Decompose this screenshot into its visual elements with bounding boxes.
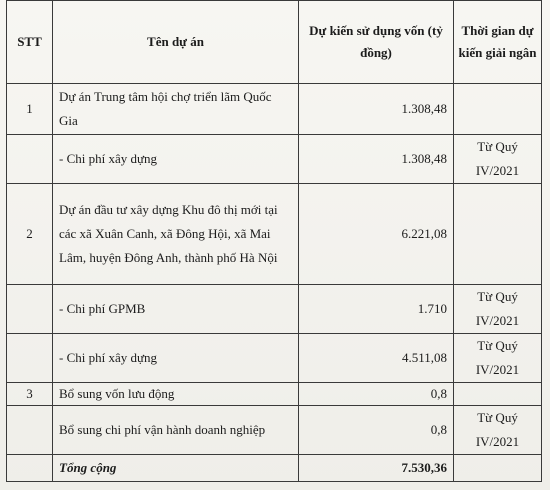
- row-stt: [7, 285, 53, 334]
- table-header-row: [7, 1, 542, 84]
- row-capital: 1.710: [299, 285, 454, 334]
- margin-stamp-mark: [540, 180, 550, 290]
- total-capital: 7.530,36: [299, 455, 454, 482]
- header-project-name: Tên dự án: [53, 1, 299, 84]
- row-time: [454, 184, 542, 285]
- table-row: [7, 334, 542, 383]
- row-capital: 0,8: [299, 383, 454, 406]
- table-row: [7, 285, 542, 334]
- row-project-name: - Chi phí xây dựng: [53, 334, 299, 383]
- row-capital: 4.511,08: [299, 334, 454, 383]
- table-row: [7, 184, 542, 285]
- header-stt: STT: [7, 1, 53, 84]
- row-stt: 3: [7, 383, 53, 406]
- capital-allocation-table: [6, 0, 542, 482]
- row-time: Từ Quý IV/2021: [454, 135, 542, 184]
- total-label: Tổng cộng: [53, 455, 299, 482]
- row-project-name: Bổ sung chi phí vận hành doanh nghiệp: [53, 406, 299, 455]
- table-row: [7, 135, 542, 184]
- table-row: [7, 383, 542, 406]
- row-time: [454, 383, 542, 406]
- row-capital: 1.308,48: [299, 135, 454, 184]
- row-project-name: - Chi phí GPMB: [53, 285, 299, 334]
- table-row: [7, 406, 542, 455]
- total-time-cell: [454, 455, 542, 482]
- total-stt-cell: [7, 455, 53, 482]
- row-project-name: Dự án đầu tư xây dựng Khu đô thị mới tại các xã Xuân Canh, xã Đông Hội, xã Mai Lâm, huyện Đông Anh, thành phố Hà Nội: [53, 184, 299, 285]
- total-row: [7, 455, 542, 482]
- row-stt: [7, 135, 53, 184]
- row-stt: 2: [7, 184, 53, 285]
- row-stt: [7, 406, 53, 455]
- row-stt: [7, 334, 53, 383]
- header-planned-capital: Dự kiến sử dụng vốn (tỷ đồng): [299, 1, 454, 84]
- header-disbursement-time: Thời gian dự kiến giải ngân: [454, 1, 542, 84]
- row-time: Từ Quý IV/2021: [454, 285, 542, 334]
- row-stt: 1: [7, 84, 53, 135]
- row-capital: 6.221,08: [299, 184, 454, 285]
- row-project-name: Dự án Trung tâm hội chợ triển lãm Quốc Gia: [53, 84, 299, 135]
- row-time: [454, 84, 542, 135]
- row-time: Từ Quý IV/2021: [454, 334, 542, 383]
- row-project-name: Bổ sung vốn lưu động: [53, 383, 299, 406]
- row-capital: 0,8: [299, 406, 454, 455]
- table-row: [7, 84, 542, 135]
- row-time: Từ Quý IV/2021: [454, 406, 542, 455]
- row-project-name: - Chi phí xây dựng: [53, 135, 299, 184]
- row-capital: 1.308,48: [299, 84, 454, 135]
